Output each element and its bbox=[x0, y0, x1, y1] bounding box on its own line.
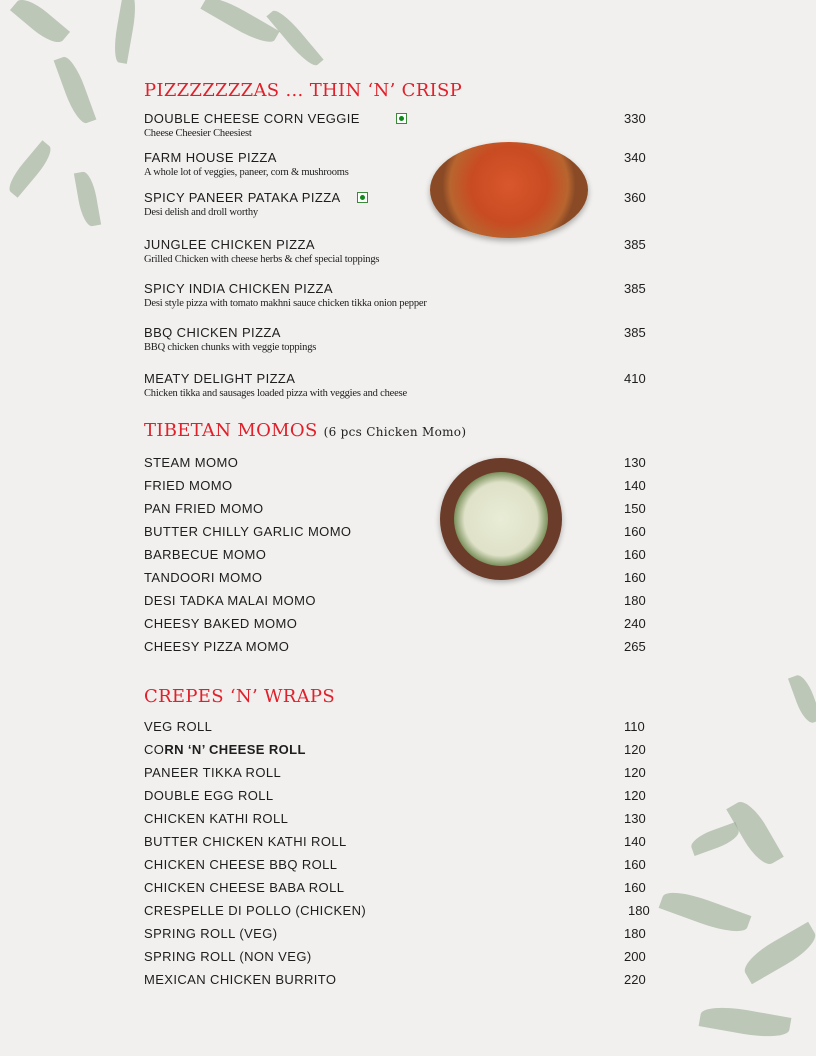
menu-item-name bbox=[144, 789, 274, 803]
menu-item-price: 180 bbox=[628, 903, 650, 918]
menu-item-price: 160 bbox=[624, 524, 646, 539]
menu-item-name-text: DOUBLE EGG ROLL bbox=[144, 788, 274, 803]
menu-item-name bbox=[144, 881, 344, 895]
menu-item-price: 140 bbox=[624, 478, 646, 493]
menu-item-price: 110 bbox=[624, 719, 645, 734]
menu-item-name: FARM HOUSE PIZZA bbox=[144, 150, 277, 165]
menu-item-price: 130 bbox=[624, 455, 646, 470]
menu-item-name: STEAM MOMO bbox=[144, 455, 239, 470]
menu-item-price: 265 bbox=[624, 639, 646, 654]
menu-item-price: 120 bbox=[624, 788, 646, 803]
menu-item-price: 150 bbox=[624, 501, 646, 516]
menu-item-price: 385 bbox=[624, 237, 646, 252]
wraps-heading: CREPES ‘N’ WRAPS bbox=[144, 686, 335, 707]
menu-item-name bbox=[144, 858, 337, 872]
menu-item-name: SPICY PANEER PATAKA PIZZA bbox=[144, 190, 341, 205]
menu-item-description: Desi style pizza with tomato makhni sauce chicken tikka onion pepper bbox=[144, 298, 427, 309]
veg-icon bbox=[396, 113, 407, 124]
menu-item-name: DOUBLE CHEESE CORN VEGGIE bbox=[144, 111, 360, 126]
menu-item-name: TANDOORI MOMO bbox=[144, 570, 263, 585]
menu-item-price: 160 bbox=[624, 880, 646, 895]
menu-item-description: Grilled Chicken with cheese herbs & chef special toppings bbox=[144, 254, 380, 265]
menu-item-name: PAN FRIED MOMO bbox=[144, 501, 264, 516]
momo-image bbox=[440, 458, 562, 580]
menu-item-description: Desi delish and droll worthy bbox=[144, 207, 258, 218]
veg-icon bbox=[357, 192, 368, 203]
menu-item-price: 330 bbox=[624, 111, 646, 126]
menu-item-name bbox=[144, 927, 277, 941]
menu-item-name bbox=[144, 766, 281, 780]
menu-item-name bbox=[144, 720, 212, 734]
menu-item-price: 240 bbox=[624, 616, 646, 631]
menu-item-name-bold: RN ‘N’ CHEESE ROLL bbox=[164, 742, 306, 757]
menu-item-name-text: VEG ROLL bbox=[144, 719, 213, 734]
menu-item-price: 220 bbox=[624, 972, 646, 987]
momos-heading bbox=[144, 420, 466, 441]
menu-item-name: BBQ CHICKEN PIZZA bbox=[144, 325, 281, 340]
menu-item-price: 130 bbox=[624, 811, 646, 826]
menu-item-price: 385 bbox=[624, 281, 646, 296]
menu-item-price: 160 bbox=[624, 857, 646, 872]
menu-item-name bbox=[144, 904, 366, 918]
menu-item-price: 120 bbox=[624, 765, 646, 780]
menu-item-name: CHEESY BAKED MOMO bbox=[144, 616, 298, 631]
momos-subtitle: (6 pcs Chicken Momo) bbox=[323, 425, 467, 439]
menu-item-name: CHEESY PIZZA MOMO bbox=[144, 639, 290, 654]
menu-item-price: 360 bbox=[624, 190, 646, 205]
menu-item-name-text: CRESPELLE DI POLLO (CHICKEN) bbox=[144, 903, 367, 918]
menu-item-name bbox=[144, 812, 288, 826]
menu-item-name-text: PANEER TIKKA ROLL bbox=[144, 765, 282, 780]
menu-item-name: DESI TADKA MALAI MOMO bbox=[144, 593, 316, 608]
menu-item-description: BBQ chicken chunks with veggie toppings bbox=[144, 342, 317, 353]
menu-item-name bbox=[144, 835, 347, 849]
pizzas-heading: PIZZZZZZZAS … THIN ‘N’ CRISP bbox=[144, 80, 463, 101]
menu-item-name: FRIED MOMO bbox=[144, 478, 233, 493]
menu-item-description: Cheese Cheesier Cheesiest bbox=[144, 128, 252, 139]
menu-item-price: 160 bbox=[624, 547, 646, 562]
menu-item-description: A whole lot of veggies, paneer, corn & mushrooms bbox=[144, 167, 349, 178]
menu-item-name-text: SPRING ROLL (VEG) bbox=[144, 926, 278, 941]
menu-item-price: 340 bbox=[624, 150, 646, 165]
menu-item-name bbox=[144, 973, 336, 987]
menu-item-name-text: BUTTER CHICKEN KATHI ROLL bbox=[144, 834, 347, 849]
menu-item-price: 160 bbox=[624, 570, 646, 585]
menu-item-price: 180 bbox=[624, 593, 646, 608]
menu-item-name: MEATY DELIGHT PIZZA bbox=[144, 371, 296, 386]
menu-item-name: BARBECUE MOMO bbox=[144, 547, 267, 562]
menu-item-price: 410 bbox=[624, 371, 646, 386]
menu-item-price: 200 bbox=[624, 949, 646, 964]
menu-item-name-text: MEXICAN CHICKEN BURRITO bbox=[144, 972, 337, 987]
pizza-image bbox=[430, 142, 588, 238]
menu-item-price: 120 bbox=[624, 742, 646, 757]
menu-item-description: Chicken tikka and sausages loaded pizza with veggies and cheese bbox=[144, 388, 407, 399]
menu-item-price: 385 bbox=[624, 325, 646, 340]
menu-item-name: BUTTER CHILLY GARLIC MOMO bbox=[144, 524, 352, 539]
menu-item-price: 140 bbox=[624, 834, 646, 849]
menu-item-name-text: CHICKEN CHEESE BBQ ROLL bbox=[144, 857, 338, 872]
menu-item-name-text: CHICKEN CHEESE BABA ROLL bbox=[144, 880, 345, 895]
menu-item-name-text: CO bbox=[144, 742, 165, 757]
menu-item-name bbox=[144, 950, 312, 964]
menu-item-name-text: SPRING ROLL (NON VEG) bbox=[144, 949, 312, 964]
menu-item-name: JUNGLEE CHICKEN PIZZA bbox=[144, 237, 315, 252]
momos-title: TIBETAN MOMOS bbox=[144, 420, 318, 441]
menu-item-name-text: CHICKEN KATHI ROLL bbox=[144, 811, 289, 826]
menu-item-name: SPICY INDIA CHICKEN PIZZA bbox=[144, 281, 333, 296]
menu-item-name bbox=[144, 743, 306, 757]
menu-item-price: 180 bbox=[624, 926, 646, 941]
